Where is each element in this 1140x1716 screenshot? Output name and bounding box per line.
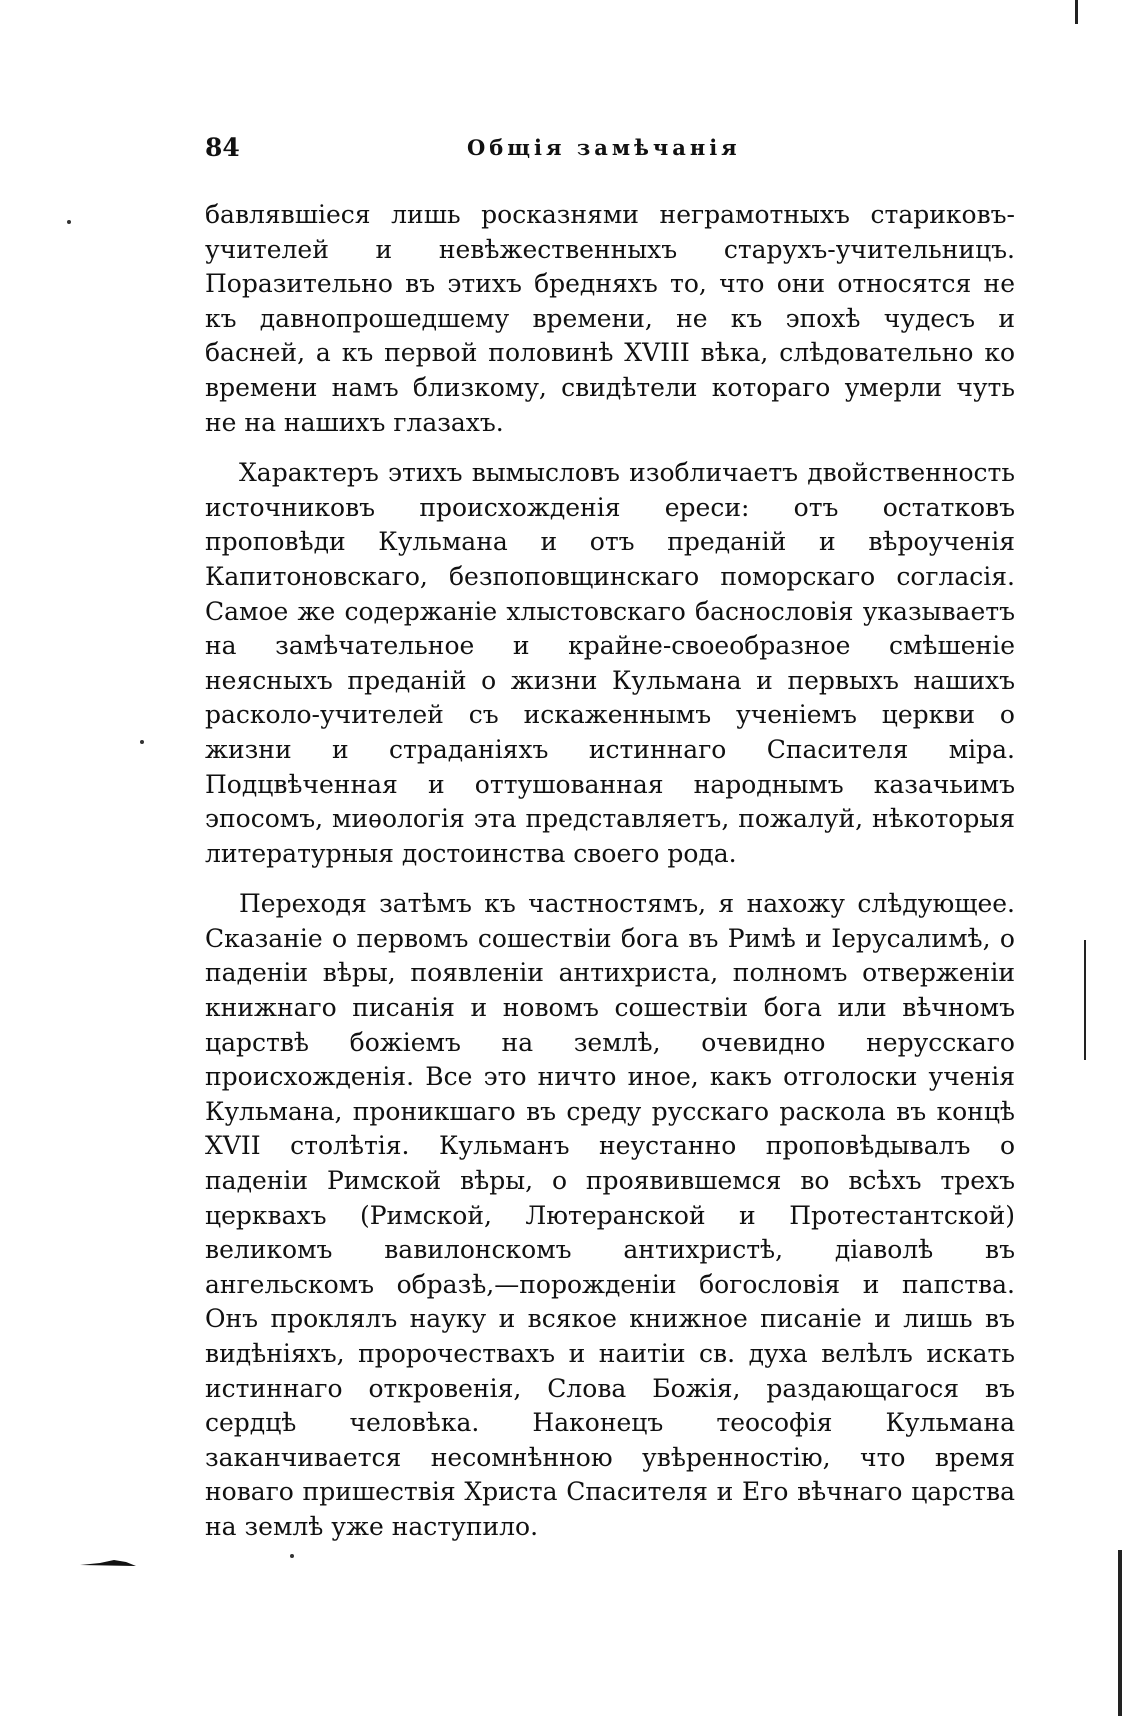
body-text	[205, 198, 1015, 1545]
running-head	[205, 133, 1015, 173]
paragraph-continued: бавлявшіеся лишь росказнями неграмотныхъ стариковъ-учителей и невѣжественныхъ старухъ-учительницъ. Поразительно въ этихъ бредняхъ то, что они относятся не къ давнопрошедшему времени, не къ эпохѣ чудесъ и басней, а къ первой половинѣ XVIII вѣка, слѣдовательно ко времени намъ близкому, свидѣтели котораго умерли чуть не на нашихъ глазахъ.	[205, 200, 1015, 437]
page-number: 84	[205, 133, 240, 162]
scan-speck	[290, 1554, 294, 1558]
scan-edge-line	[1118, 1550, 1122, 1716]
scan-edge-line	[1075, 0, 1078, 24]
running-title: Общія замѣчанія	[467, 135, 741, 160]
scan-speck	[67, 220, 71, 224]
paragraph: Характеръ этихъ вымысловъ изобличаетъ двойственность источниковъ происхожденія ереси: отъ остатковъ проповѣди Кульмана и отъ преданій и вѣроученія Капитоновскаго, безпоповщинскаго поморскаго согласія. Самое же содержаніе хлыстовскаго баснословія указываетъ на замѣчательное и крайне-своеобразное смѣшеніе неясныхъ преданій о жизни Кульмана и первыхъ нашихъ расколо-учителей съ искаженнымъ ученіемъ церкви о жизни и страданіяхъ истиннаго Спасителя міра. Подцвѣченная и оттушованная народнымъ казачьимъ эпосомъ, миѳологія эта представляетъ, пожалуй, нѣкоторыя литературныя достоинства своего рода.	[205, 458, 1015, 868]
scan-edge-line	[1084, 940, 1086, 1060]
paragraph: Переходя затѣмъ къ частностямъ, я нахожу слѣдующее. Сказаніе о первомъ сошествіи бога въ Римѣ и Іерусалимѣ, о паденіи вѣры, появленіи антихриста, полномъ отверженіи книжнаго писанія и новомъ сошествіи бога или вѣчномъ царствѣ божіемъ на землѣ, очевидно нерусскаго происхожденія. Все это ничто иное, какъ отголоски ученія Кульмана, проникшаго въ среду русскаго раскола въ концѣ XVII столѣтія. Кульманъ неустанно проповѣдывалъ о паденіи Римской вѣры, о проявившемся во всѣхъ трехъ церквахъ (Римской, Лютеранской и Протестантской) великомъ вавилонскомъ антихристѣ, діаволѣ въ ангельскомъ образѣ,—порожденіи богословія и папства. Онъ проклялъ науку и всякое книжное писаніе и лишь въ видѣніяхъ, пророчествахъ и наитіи св. духа велѣлъ искать истиннаго откровенія, Слова Божія, раздающагося въ сердцѣ человѣка. Наконецъ теософія Кульмана заканчивается несомнѣнною увѣренностію, что время новаго пришествія Христа Спасителя и Его вѣчнаго царства на землѣ уже наступило.	[205, 889, 1015, 1541]
scan-speck	[140, 740, 144, 744]
scan-ink-stroke	[80, 1559, 136, 1567]
